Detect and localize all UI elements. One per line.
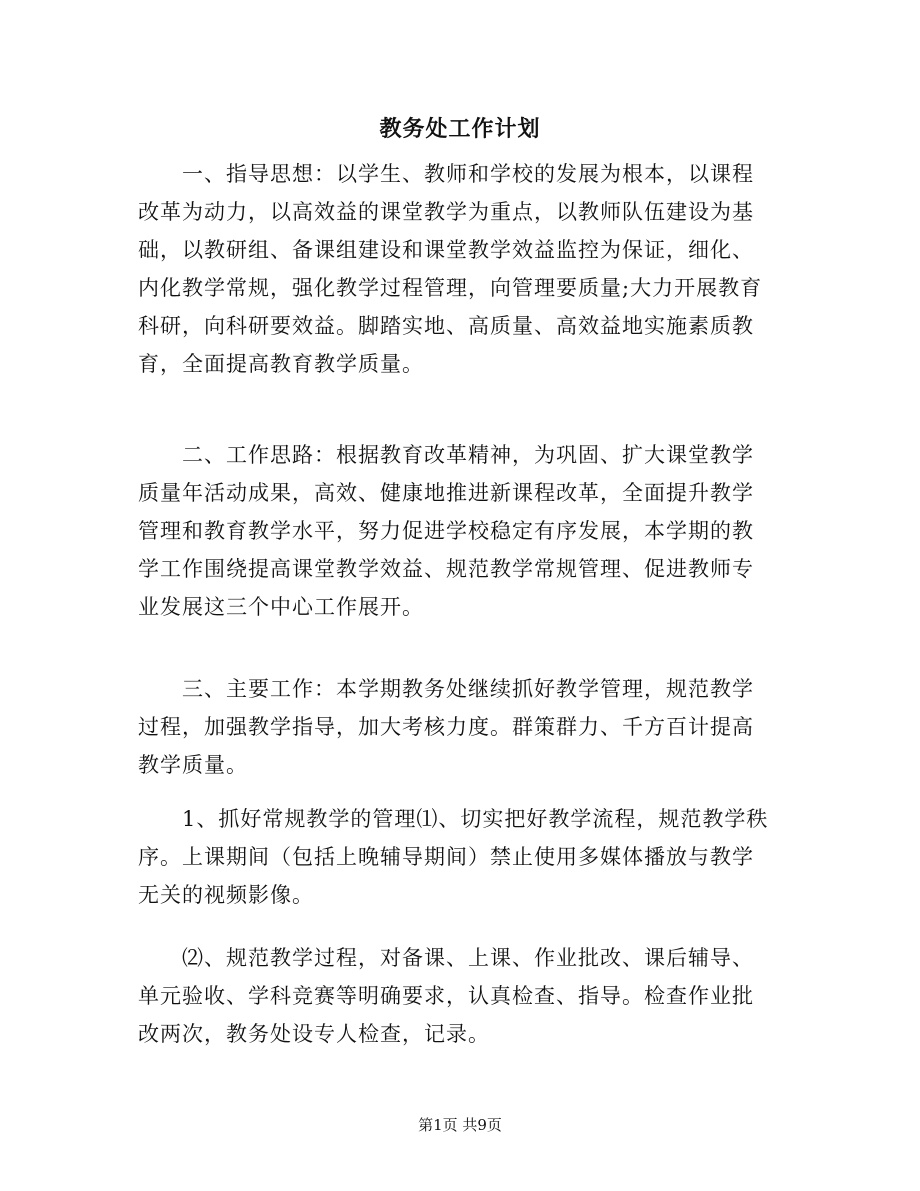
paragraph-main-work: 三、主要工作：本学期教务处继续抓好教学管理，规范教学过程，加强教学指导，加大考核力度。群策群力、千方百计提高教学质量。 (138, 677, 754, 777)
document-title: 教务处工作计划 (379, 116, 541, 142)
paragraph-routine-management: 1、抓好常规教学的管理⑴、切实把好教学流程，规范教学秩序。上课期间（包括上晚辅导期间）禁止使用多媒体播放与教学无关的视频影像。 (138, 807, 769, 907)
paragraph-guiding-ideology: 一、指导思想：以学生、教师和学校的发展为根本，以课程改革为动力，以高效益的课堂教学为重点，以教师队伍建设为基础，以教研组、备课组建设和课堂教学效益监控为保证，细化、内化教学常规，强化教学过程管理，向管理要质量;大力开展教育科研，向科研要效益。脚踏实地、高质量、高效益地实施素质教育，全面提高教育教学质量。 (138, 162, 763, 376)
paragraph-work-approach: 二、工作思路：根据教育改革精神，为巩固、扩大课堂教学质量年活动成果，高效、健康地推进新课程改革，全面提升教学管理和教育教学水平，努力促进学校稳定有序发展，本学期的教学工作围绕提高课堂教学效益、规范教学常规管理、促进教师专业发展这三个中心工作展开。 (138, 443, 754, 619)
page-number: 第1页 共9页 (418, 1116, 502, 1134)
paragraph-teaching-process: ⑵、规范教学过程，对备课、上课、作业批改、课后辅导、单元验收、学科竞赛等明确要求，认真检查、指导。检查作业批改两次，教务处设专人检查，记录。 (138, 946, 754, 1046)
